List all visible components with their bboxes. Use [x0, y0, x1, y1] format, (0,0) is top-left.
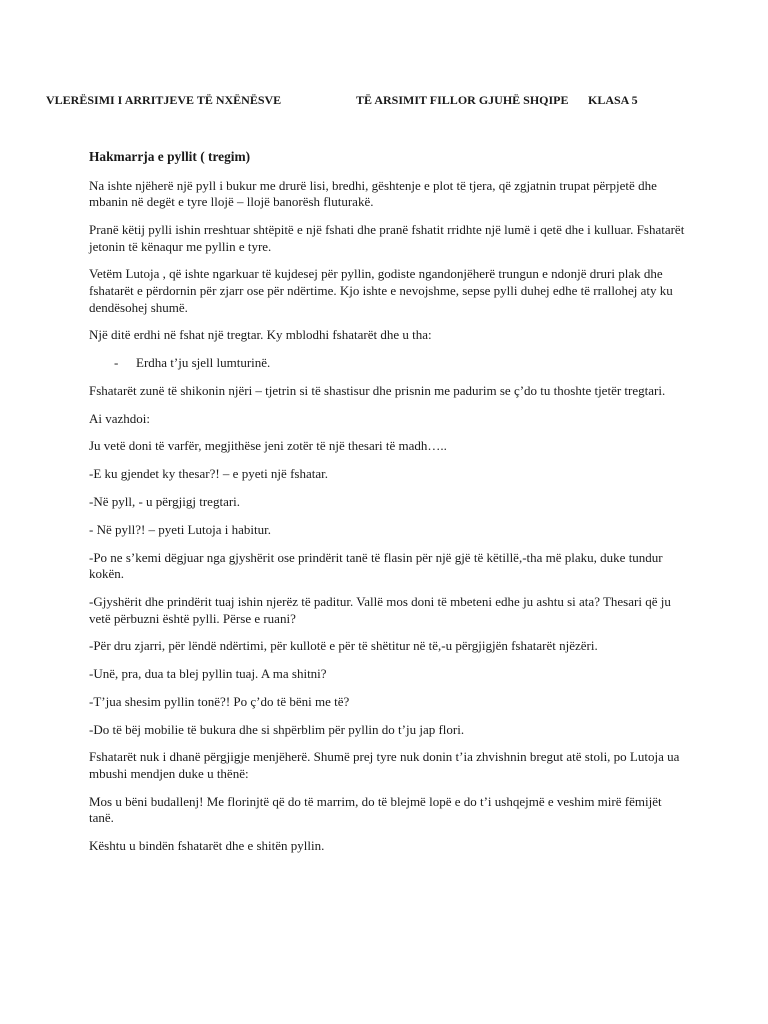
bullet-text: Erdha t’ju sjell lumturinë.: [136, 355, 271, 371]
story-paragraph: -Po ne s’kemi dëgjuar nga gjyshërit ose prindërit tanë të flasin për një gjë të këtillë,-tha më plaku, duke tundur kokën.: [89, 549, 663, 582]
story-paragraph: Kështu u bindën fshatarët dhe e shitën pyllin.: [89, 838, 325, 854]
header-assessment-title: VLERËSIMI I ARRITJEVE TË NXËNËSVE: [46, 93, 282, 107]
story-paragraph: -T’jua shesim pyllin tonë?! Po ç’do të bëni me të?: [89, 693, 350, 709]
header-grade: KLASA 5: [588, 93, 638, 107]
story-paragraph: - Në pyll?! – pyeti Lutoja i habitur.: [89, 521, 271, 537]
story-paragraph: -Në pyll, - u përgjigj tregtari.: [89, 494, 241, 509]
story-title: Hakmarrja e pyllit ( tregim): [89, 149, 251, 164]
header-subject: TË ARSIMIT FILLOR GJUHË SHQIPE: [356, 93, 569, 107]
story-paragraph: Fshatarët nuk i dhanë përgjigje menjëherë. Shumë prej tyre nuk donin t’ia zhvishnin bregut atë stoli, po Lutoja ua mbushi mendjen duke u thënë:: [89, 749, 680, 782]
story-paragraph: Fshatarët zunë të shikonin njëri – tjetrin si të shastisur dhe prisnin me padurim se ç’do tu thoshte tjetër tregtari.: [89, 382, 666, 398]
story-content: [89, 149, 689, 866]
bullet-dash: -: [114, 355, 119, 371]
story-paragraph: Na ishte njëherë një pyll i bukur me drurë lisi, bredhi, gështenje e plot të tjera, që zgjatnin trupat përpjetë dhe mbanin në degët e tyre llojë – llojë banorësh fluturakë.: [89, 177, 657, 210]
story-paragraph: -Do të bëj mobilie të bukura dhe si shpërblim për pyllin do t’ju jap flori.: [89, 721, 465, 737]
story-paragraph: -Për dru zjarri, për lëndë ndërtimi, për kullotë e për të shëtitur në të,-u përgjigjën fshatarët njëzëri.: [89, 638, 598, 654]
story-paragraph: -Gjyshërit dhe prindërit tuaj ishin njerëz të paditur. Vallë mos doni të mbeteni edhe ju ashtu si ata? Thesari që ju vetë përbuzni është pylli. Përse e ruani?: [89, 593, 671, 626]
story-paragraph: Pranë këtij pylli ishin rreshtuar shtëpitë e një fshati dhe pranë fshatit rridhte një lumë i qetë dhe i kulluar. Fshatarët jetonin të kënaqur me pyllin e tyre.: [89, 221, 685, 254]
dialogue-bullet: [89, 355, 689, 372]
story-paragraph: -Unë, pra, dua ta blej pyllin tuaj. A ma shitni?: [89, 666, 327, 682]
story-paragraph: Mos u bëni budallenj! Me florinjtë që do të marrim, do të blejmë lopë e do t’i ushqejmë e veshim mirë fëmijët tanë.: [89, 793, 662, 826]
story-paragraph: -E ku gjendet ky thesar?! – e pyeti një fshatar.: [89, 466, 328, 482]
story-paragraph: Vetëm Lutoja , që ishte ngarkuar të kujdesej për pyllin, godiste ngandonjëherë trungun e ndonjë druri plak dhe fshatarët e përdornin për zjarr ose për ndërtime. Kjo ishte e nevojshme, sepse pylli duhej edhe të rrallohej aty ku dendësohej shumë.: [89, 266, 673, 315]
story-paragraph: Ju vetë doni të varfër, megjithëse jeni zotër të një thesari të madh…..: [89, 438, 447, 454]
story-paragraph: Ai vazhdoi:: [89, 410, 151, 426]
story-paragraph: Një ditë erdhi në fshat një tregtar. Ky mblodhi fshatarët dhe u tha:: [89, 327, 432, 343]
